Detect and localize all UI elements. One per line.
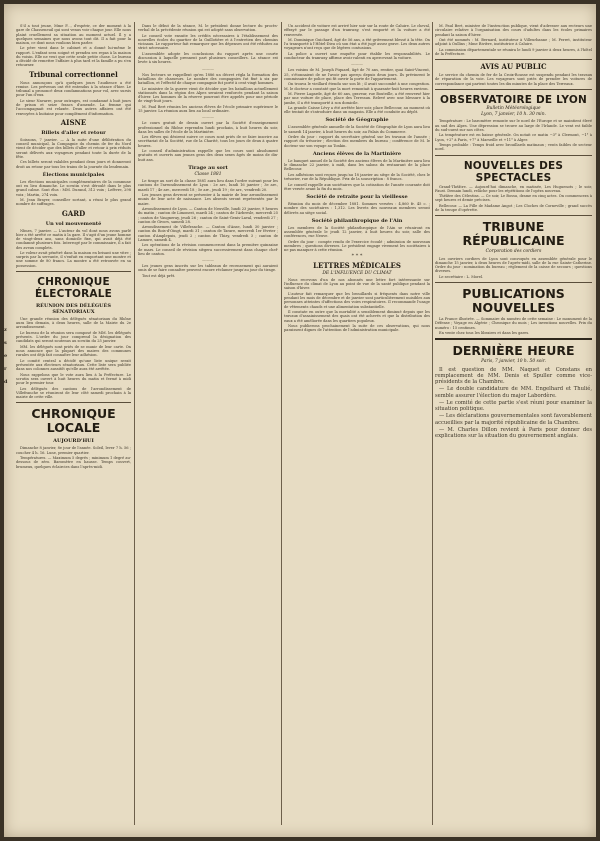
paragraph: M. Dominique Guichard, âgé de 56 ans, a été grièvement blessé à la tête. On l'a transporté à l'Hôtel-Dieu où son état a été jugé assez grave. Les deux autres voyageurs n'ont reçu que de légères contusions. — [284, 37, 430, 51]
paragraph: Soissons, 7 janvier. — A la suite d'une délibération du conseil municipal, la Compagnie du chemin de fer du Nord vient de décider que des billets d'aller et retour à prix réduits seront délivrés aux voyageurs pendant toute la durée de la fête. — [16, 137, 131, 159]
separator: ——— — [202, 65, 214, 71]
col2-bottom — [138, 264, 278, 278]
tribunal-heading: Tribunal correctionnel — [29, 69, 118, 79]
tirage-body — [138, 179, 278, 256]
paragraph: Les ouvriers cordiers de Lyon sont convoqués en assemblée générale pour le dimanche 15 janvier, à deux heures de l'après-midi, salle de la rue Sainte-Catherine. Ordre du jour : nomination du bureau ; règlement de la caisse de secours ; questions diverses. — [435, 256, 592, 274]
paragraph: On trouva le vieillard étendu sur son lit ; il avait succombé à une congestion. M. le docteur a constaté que la mort remontait à quarante-huit heures environ. — [284, 82, 430, 91]
gard-heading: GARD — [61, 208, 86, 218]
observatoire-body — [435, 119, 592, 151]
paragraph: Le ministre de la guerre vient de décider que les bataillons actuellement stationnés dans la région des Alpes seraient renforcés pendant la saison d'hiver. Les hommes de la réserve pourront être appelés pour une période de vingt-huit jours. — [138, 86, 278, 104]
paragraph: En vente chez tous les libraires et dans les gares. — [439, 331, 530, 335]
tirage-subheading: Classe 1881 — [194, 171, 222, 177]
paragraph: — Les déclarations gouvernementales sont favorablement accueillies par la majorité républicaine de la Chambre. — [435, 413, 592, 426]
paragraph: Le conseil rappelle aux sociétaires que la cotisation de l'année courante doit être versée avant la fin du mois. — [284, 182, 430, 191]
paragraph: Nous annonçons qu'à quelques jours l'audience a été remise. Les prévenus ont été entendus à la séance d'hier. Le tribunal a prononcé deux condamnations pour vol, avec sursis pour l'un d'eux. — [16, 80, 131, 98]
vol-heading: Un vol mouvementé — [45, 220, 102, 227]
reunion-body — [16, 317, 131, 399]
reunion-heading: RÉUNION DES DÉLÉGUÉS SÉNATORIAUX — [36, 302, 111, 315]
paragraph: La grande Caisse Lévy a été arrêtée hier soir, place Bellecour, au moment où elle tentait de s'introduire dans un magasin. Elle a été conduite au dépôt. — [284, 105, 430, 115]
column-4 — [435, 24, 592, 823]
col1-top — [16, 24, 131, 68]
paragraph: Dans le début de la séance, M. le président donne lecture du procès-verbal de la précédente réunion qui est adopté sans observation. — [138, 24, 278, 33]
paragraph: Dimanche 8 janvier, 8e jour de l'année. Soleil, lever 7 h. 56 ; coucher 4 h. 16. Lune, premier quartier. — [16, 446, 131, 455]
paragraph: Le banquet annuel de la Société des anciens élèves de la Martinière aura lieu le dimanche 22 janvier, à midi, dans les salons du restaurant de la place Bellecour. — [284, 158, 430, 172]
paragraph: Nous rappelons que le vote aura lieu à la Préfecture. Le scrutin sera ouvert à huit heures du matin et fermé à midi pour le premier tour. — [16, 372, 131, 386]
paragraph: Les élèves qui désirent suivre ce cours sont priés de se faire inscrire au secrétariat de la Société, rue de la Charité, tous les jours de deux à quatre heures. — [138, 135, 278, 148]
lettres-body — [284, 278, 430, 333]
paragraph: Nîmes, 7 janvier. — L'auteur du vol dont nous avons parlé hier a été arrêté ce matin à la gare. Il s'agit d'un jeune homme de vingt-deux ans, sans domicile fixe, qui avait déjà été condamné plusieurs fois. Interrogé par le commissaire, il a fait des aveux complets. — [16, 228, 131, 250]
paragraph: Ont été nommés : M. Bernard, instituteur à Villeurbanne ; M. Perret, instituteur adjoint à Oullins ; Mme Rivière, institutrice à Caluire. — [435, 37, 592, 47]
paragraph: M. Paul Bert réunira les anciens élèves de l'école primaire supérieure le 15 janvier. La réunion aura lieu au local ordinaire. — [138, 104, 278, 113]
martiniere-heading: Anciens élèves de la Martinière — [312, 150, 402, 157]
observatoire-date: Lyon, 7 janvier, 10 h. 30 min. — [481, 112, 546, 118]
paragraph: — Le double candidature de MM. Engelhard et Thulié, semble assurer l'élection du major Labordère. — [435, 386, 592, 399]
paragraph: Le tirage au sort de la classe 1881 aura lieu dans l'ordre suivant pour les cantons de l'arrondissement de Lyon : 2e arr., lundi 16 janvier ; 3e arr., mardi 17 ; 4e arr., mercredi 18 ; 5e arr., jeudi 19 ; 6e arr., vendredi 20. — [138, 179, 278, 192]
spectacles-heading: NOUVELLES DES SPECTACLES — [463, 159, 564, 184]
paragraph: Les élections municipales complémentaires de la commune ont eu lieu dimanche. Le scrutin s'est déroulé dans le plus grand calme. Sont élus : MM. Durand, 312 voix ; Lefèvre, 298 voix ; Martin, 274 voix. — [16, 179, 131, 197]
divider — [435, 59, 592, 60]
paragraph: Le conseil vote ensuite les crédits nécessaires à l'établissement des nouvelles écoles du quartier de la Guillotière et à l'entretien des chemins vicinaux. Le rapporteur fait remarquer que les dépenses ont été réduites au strict nécessaire. — [138, 33, 278, 51]
column-rule — [281, 22, 282, 825]
avis-heading: AVIS AU PUBLIC — [480, 62, 547, 72]
bataillons-body — [138, 73, 278, 114]
separator: ——— — [202, 257, 214, 263]
paragraph: M. Paul Bert, ministre de l'instruction publique, vient d'adresser aux recteurs une circulaire relative à l'organisation des cours d'adultes dans les écoles primaires pendant la saison d'hiver. — [435, 24, 592, 37]
paragraph: Le voleur avait pénétré dans la maison en brisant une vitre ; surpris par la servante, il s'enfuit en emportant une montre et une somme de 80 francs. La montre a été retrouvée en sa possession. — [16, 250, 131, 268]
col2-top — [138, 24, 278, 65]
paragraph: Tout est déjà prêt. — [142, 273, 176, 278]
vol-body — [16, 229, 131, 268]
lettres-heading: LETTRES MÉDICALES — [313, 260, 401, 270]
paragraph: Température : Le baromètre remonte sur le nord de l'Europe et se maintient élevé au sud des Alpes. Une dépression se trouve au large de l'Irlande. Le vent est faible du sud-ouest sur nos côtes. — [435, 119, 592, 132]
paragraph: — Le comité de cette partie s'est réuni pour examiner la situation politique. — [435, 399, 592, 413]
elections-heading: Élections municipales — [42, 171, 105, 178]
paragraph: La commission départementale se réunira le lundi 9 janvier à deux heures, à l'hôtel de la Préfecture. — [435, 47, 592, 56]
paragraph: Un accident de voiture est arrivé hier soir sur la route de Caluire. Le cheval, effrayé par le passage d'un tramway, s'est emporté et la voiture a été renversée. — [284, 24, 430, 37]
paragraph: Nos lecteurs se rappellent qu'en 1886 un décret régla la formation des bataillons de chasseurs. Le nombre des compagnies fut fixé à six par bataillon, et l'effectif de chaque compagnie fut porté à cent vingt hommes. — [138, 72, 278, 86]
divider — [435, 89, 592, 90]
paragraph: Les voisins de M. Joseph Piquard, âgé de 70 ans, rentier, quai Saint-Vincent, 25, s'étonnaient de ne l'avoir pas aperçu depuis deux jours. Ils prévinrent le commissaire de police qui fit ouvrir la porte de l'appartement. — [284, 68, 430, 81]
philan-heading: Société philanthropique de l'Ain — [311, 217, 403, 224]
paragraph: Températures. — Maximum 5 degrés ; minimum 1 degré au-dessous de zéro. Baromètre en hausse. Temps couvert, brumeux, quelques éclaircies dans l'après-midi. — [16, 456, 131, 469]
paragraph: S'il a tout jeune, Mme F..., d'espérir, ce der moment à la gare de Chasseneuil qui sont venus voir chaque jour. Elle nous plaint cruellement sa situation au moment actuel. Il y a quelques semaines que nous avons tout dit. Il a fait pour la maison, ce dont nous voulions bien parler. — [16, 24, 131, 45]
publications-body — [435, 317, 592, 335]
crime-body — [284, 68, 430, 114]
newspaper-page — [4, 4, 596, 837]
paragraph: Le conseil d'administration rappelle que les cours sont absolument gratuits et ouverts aux jeunes gens des deux sexes âgés de moins de dix-huit ans. — [138, 149, 278, 162]
observatoire-heading: OBSERVATOIRE DE LYON — [440, 93, 587, 106]
paragraph: Le comité central a décidé qu'une liste unique serait présentée aux électeurs sénatoriaux. Cette liste sera publiée dans nos colonnes aussitôt qu'elle aura été arrêtée. — [16, 358, 131, 372]
paragraph: M. Jean Brayer, conseiller sortant, a réuni le plus grand nombre de suffrages. — [16, 198, 131, 207]
paragraph: M. Pierre Lagarde, âgé de 60 ans, graveur, rue Bouteille, a été renversé hier par une voiture de place, place des Terreaux. Relevé avec une blessure à la jambe, il a été transporté à son domicile. — [284, 92, 430, 105]
publications-heading: PUBLICATIONS NOUVELLES — [462, 286, 565, 316]
column-rule — [134, 22, 135, 825]
geo-heading: Société de Géographie — [325, 117, 389, 124]
paragraph: L'assemblée générale annuelle de la Société de Géographie de Lyon aura lieu le samedi 14 janvier, à huit heures du soir, au Palais du Commerce. — [284, 125, 430, 134]
paragraph: Les jeunes gens inscrits sur les tableaux de recensement qui auraient omis de se faire connaître peuvent encore réclamer jusqu'au jour du tirage. — [138, 264, 278, 273]
derniere-heure-heading: DERNIÈRE HEURE — [452, 343, 575, 359]
column-1 — [16, 24, 131, 823]
separator: ——— — [202, 114, 214, 120]
paragraph: Il constate en outre que la mortalité a sensiblement diminué depuis que les travaux d'assainissement des quais ont été achevés et que la distribution des eaux a été améliorée dans les quartiers populeux. — [284, 310, 430, 323]
paragraph: Théâtre des Célestins. — Ce soir, Le Bossu, drame en cinq actes. On commencera à sept heures et demie précises. — [435, 194, 592, 203]
column-3 — [284, 24, 430, 823]
paragraph: La police a ouvert une enquête pour établir les responsabilités. Le conducteur du tramway affirme avoir ralenti en apercevant la voiture. — [284, 51, 430, 61]
paragraph: MM. les délégués sont priés de se munir de leur carte. On nous annonce que la plupart des maires des communes rurales ont déjà fait connaître leur adhésion. — [16, 344, 131, 358]
spectacles-body — [435, 185, 592, 213]
tribune-heading: TRIBUNE RÉPUBLICAINE — [462, 219, 565, 249]
paragraph: Bellecour. — La Fille de Madame Angot ; Les Cloches de Corneville ; grand succès de la troupe d'opérette. — [435, 203, 592, 213]
divider — [435, 155, 592, 156]
paragraph: Il est question de MM. Naquet et Constans en remplacement de MM. Denis et Spuller comme vice-présidents de la Chambre. — [435, 366, 592, 385]
retraite-heading: Société de retraite pour la vieillesse — [306, 194, 408, 200]
martiniere-body — [284, 159, 430, 191]
divider — [16, 271, 131, 272]
tribune-body — [435, 257, 592, 279]
observatoire-subheading: Bulletin Météorologique — [486, 105, 541, 111]
divider — [435, 215, 592, 216]
paragraph: Nous publierons prochainement la suite de ces observations, qui nous paraissent dignes de l'attention de l'administration municipale. — [284, 324, 430, 333]
column-2 — [138, 24, 278, 823]
paragraph: L'assemblée adopte les conclusions du rapport après une courte discussion à laquelle prennent part plusieurs conseillers. La séance est levée à six heures. — [138, 51, 278, 65]
separator: ——— — [351, 61, 363, 67]
tribunal-body — [16, 81, 131, 116]
paragraph: Le service du chemin de fer de la Croix-Rousse est suspendu pendant les travaux de réparation de la voie. Les voyageurs sont priés de prendre les voitures de correspondance qui partent toutes les dix minutes de la place des Terreaux. — [435, 73, 592, 86]
paragraph: Le père vient dans le cabinet et a donné lui-même le rapport. L'enfant sera soigné et prendra ses repas à la maison du voisin. Elle ne veut que cette seule petite chose. Le bureau a décidé de remettre l'affaire à plus tard et la famille a pu s'en retourner. — [16, 46, 131, 68]
chronique-locale-heading: CHRONIQUE LOCALE — [31, 406, 116, 436]
paragraph: Les adhésions sont reçues jusqu'au 18 janvier au siège de la Société, chez le trésorier, rue de la République. Prix de la souscription : 8 francs. — [284, 172, 430, 182]
paragraph: Réunion du mois de décembre 1881. Sommes versées : 4,860 fr. 45 c. ; nombre des sociétaires : 1,312. Les livrets des nouveaux membres seront délivrés au siège social. — [284, 202, 430, 215]
paragraph: Temps probable : Temps froid avec brouillards matinaux ; vents faibles de secteur nord. — [435, 143, 592, 152]
elections-body — [16, 180, 131, 207]
paragraph: Le bureau de la réunion sera composé de MM. les délégués présents. L'ordre du jour comprend la désignation des candidats qui seront soutenus au scrutin du 25 janvier. — [16, 330, 131, 344]
paragraph: Les opérations de la révision commenceront dans la première quinzaine de mars. Le conseil de révision siègera successivement dans chaque chef-lieu de canton. — [138, 243, 278, 256]
paragraph: Ordre du jour : rapport du secrétaire général sur les travaux de l'année ; rapport du trésorier ; élection des membres du bureau ; conférence de M. le docteur sur son voyage au Tonkin. — [284, 135, 430, 148]
tirage-heading: Tirage au sort — [188, 164, 228, 171]
paragraph: Les membres de la Société philanthropique de l'Ain se réuniront en assemblée générale le jeudi 12 janvier, à huit heures du soir, salle des conférences, rue Neuve. — [284, 225, 430, 239]
avis-body — [435, 73, 592, 86]
paragraph: La température est en baisse générale. On notait ce matin −3° à Clermont, −1° à Lyon, +2° à Paris, +7° à Marseille et +11° à Alger. — [435, 133, 592, 142]
tribune-subheading: Corporation des cordiers — [485, 249, 542, 255]
paragraph: Arrondissement de Villefranche. — Canton d'Anse, lundi 30 janvier ; canton du Bois-d'Oingt, mardi 31 ; canton de Tarare, mercredi 1er février ; canton d'Amplepuis, jeudi 2 ; canton de Thizy, vendredi 3 ; canton de Lamure, samedi 4. — [138, 225, 278, 242]
paragraph: Les jeunes gens devront se présenter à la mairie de leur arrondissement munis de leur acte de naissance. Les absents seront représentés par le maire. — [138, 193, 278, 206]
paragraph: Nous recevons d'un de nos abonnés une lettre fort intéressante sur l'influence du climat de Lyon au point de vue de la santé publique pendant la saison d'hiver. — [284, 277, 430, 291]
derniere-heure-date: Paris, 7 janvier, 10 h. 50 soir. — [481, 359, 546, 365]
paragraph: Grand-Théâtre. — Aujourd'hui dimanche, en matinée, Les Huguenots ; le soir, Faust. Demain lundi, relâche pour les répétitions de l'opéra nouveau. — [435, 184, 592, 193]
retraite-body — [284, 202, 430, 215]
geo-body — [284, 125, 430, 147]
aujourdhui-body — [16, 446, 131, 468]
divider — [435, 282, 592, 283]
cours-body — [138, 121, 278, 162]
binding-edge: z s e r d — [4, 327, 8, 385]
paragraph: Ces billets seront valables pendant deux jours et donneront droit au retour par tous les trains de la journée du lendemain. — [16, 160, 131, 169]
paragraph: L'auteur fait remarquer que les brouillards si fréquents dans notre ville pendant les mois de décembre et de janvier sont particulièrement nuisibles aux personnes atteintes d'affections des voies respiratoires. Il recommande l'usage de vêtements chauds et une alimentation substantielle. — [284, 291, 430, 309]
paragraph: Le sieur Navarre, pour outrages, est condamné à huit jours de prison et seize francs d'amende. La femme qui l'accompagnait est relaxée. Deux autres affaires ont été renvoyées à huitaine pour complément d'information. — [16, 98, 131, 116]
chronique-electorale-heading: CHRONIQUE ÉLECTORALE — [35, 275, 112, 300]
divider-heavy — [435, 338, 592, 340]
col3-top — [284, 24, 430, 60]
paragraph: La France illustrée. — Sommaire du numéro de cette semaine : Le monument de la Défense ; Voyage en Algérie ; Chronique du mois ; Les inventions nouvelles. Prix du numéro : 15 centimes. — [435, 317, 592, 330]
aisne-heading: AISNE — [60, 117, 87, 127]
divider — [16, 402, 131, 403]
derniere-heure-body — [435, 367, 592, 440]
lettres-subheading: DE L'INFLUENCE DU CLIMAT — [322, 270, 392, 276]
paragraph: Le secrétaire : L. Morel. — [439, 274, 484, 279]
paragraph: Les délégués des cantons de l'arrondissement de Villefranche se réuniront de leur côté samedi prochain à la mairie de cette ville. — [16, 386, 131, 400]
asterism: * * * — [351, 253, 363, 260]
paragraph: — M. Charles Dillon revient à Paris pour donner des explications sur la situation du gouvernement anglais. — [435, 427, 592, 440]
column-rule — [432, 22, 433, 825]
philan-body — [284, 226, 430, 253]
aujourdhui-heading: AUJOURD'HUI — [53, 438, 94, 445]
col4-top — [435, 24, 592, 56]
paragraph: Arrondissement de Lyon. — Canton de Neuville, lundi 23 janvier, 9 heures du matin ; canton de Limonest, mardi 24 ; canton de l'Arbresle, mercredi 25 ; canton de Vaugneray, jeudi 26 ; canton de Saint-Genis-Laval, vendredi 27 ; canton de Givors, samedi 28. — [138, 207, 278, 224]
billets-heading: Billets d'aller et retour — [41, 129, 106, 136]
paragraph: Ordre du jour : compte rendu de l'exercice écoulé ; admission de nouveaux membres ; questions diverses. Le président engage vivement les sociétaires à ne pas manquer à cette réunion. — [284, 239, 430, 253]
paragraph: Une grande réunion des délégués sénatoriaux du Rhône aura lieu demain, à deux heures, salle de la Mairie du 2e arrondissement. — [16, 316, 131, 330]
paragraph: Le cours gratuit de dessin ouvert par la Société d'enseignement professionnel du Rhône reprendra lundi prochain, à huit heures du soir, dans les salles de l'école de la Martinière. — [138, 121, 278, 134]
billets-body — [16, 138, 131, 169]
